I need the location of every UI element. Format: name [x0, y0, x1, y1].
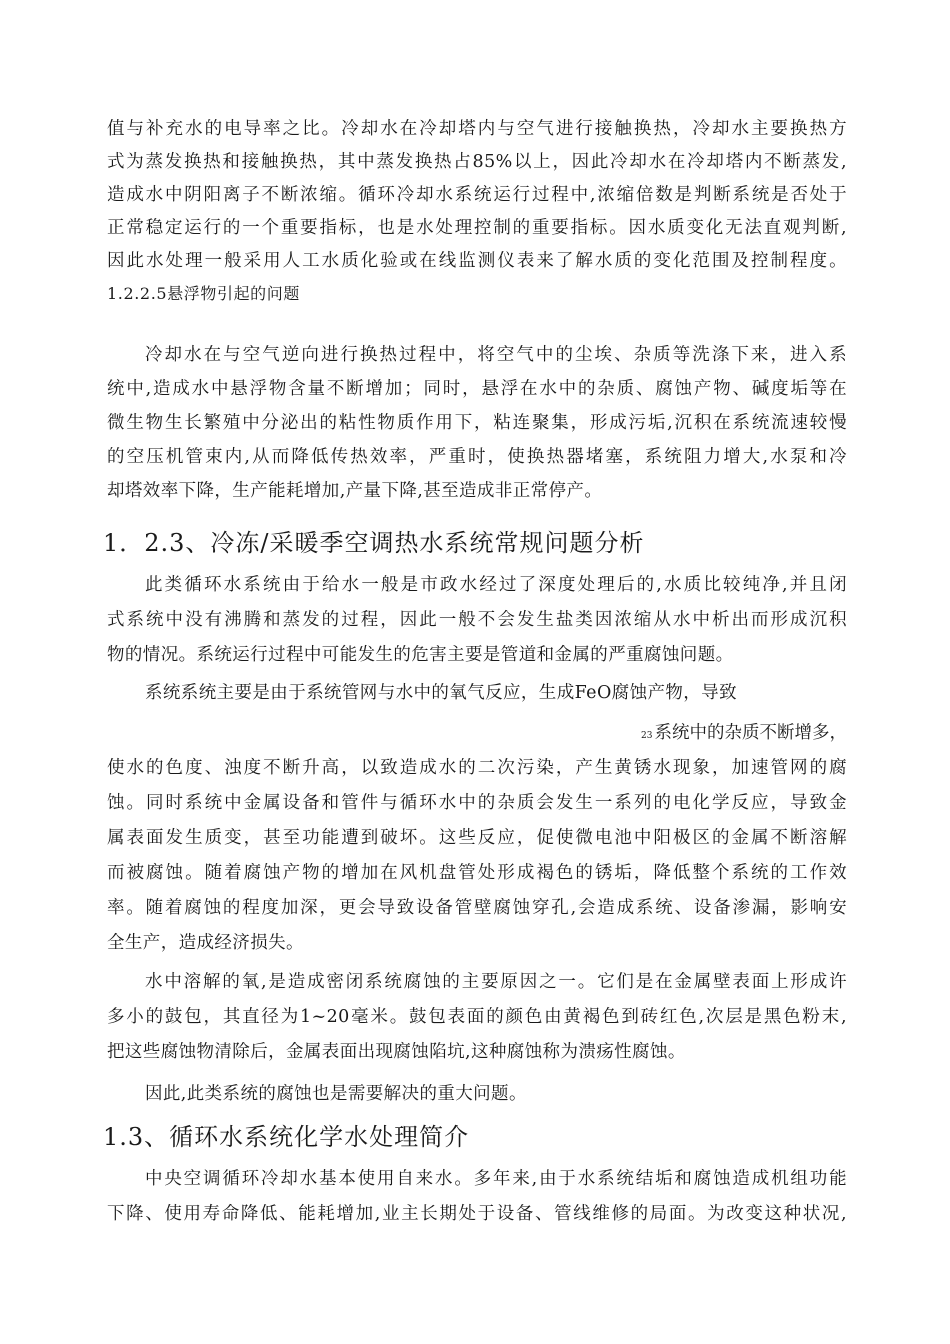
paragraph-1-line-4: 正常稳定运行的一个重要指标，也是水处理控制的重要指标。因水质变化无法直观判断, [107, 218, 847, 238]
section-heading-13: 1.3、循环水系统化学水处理简介 [103, 1123, 470, 1151]
section-heading-123: 1．2.3、冷冻/采暖季空调热水系统常规问题分析 [103, 529, 645, 557]
paragraph-3-line-3: 物的情况。系统运行过程中可能发生的危害主要是管道和金属的严重腐蚀问题。 [107, 645, 734, 665]
paragraph-4-line-4: 蚀。同时系统中金属设备和管件与循环水中的杂质会发生一系列的电化学反应，导致金 [107, 793, 847, 813]
paragraph-4-footnote-line [618, 721, 847, 748]
paragraph-1-line-3: 造成水中阴阳离子不断浓缩。循环冷却水系统运行过程中,浓缩倍数是判断系统是否处于 [107, 185, 847, 205]
paragraph-4-line-1: 系统系统主要是由于系统管网与水中的氧气反应，生成FeO腐蚀产物，导致 [145, 683, 737, 703]
paragraph-2-line-5: 却塔效率下降，生产能耗增加,产量下降,甚至造成非正常停产。 [107, 481, 603, 501]
paragraph-1-line-5: 因此水处理一般采用人工水质化验或在线监测仪表来了解水质的变化范围及控制程度。 [107, 251, 847, 271]
paragraph-2-line-3: 微生物生长繁殖中分泌出的粘性物质作用下，粘连聚集，形成污垢,沉积在系统流速较慢 [107, 413, 847, 433]
paragraph-4-line-3: 使水的色度、浊度不断升高，以致造成水的二次污染，产生黄锈水现象，加速管网的腐 [107, 758, 847, 778]
paragraph-7-line-1: 中央空调循环冷却水基本使用自来水。多年来,由于水系统结垢和腐蚀造成机组功能 [145, 1169, 847, 1189]
paragraph-1-line-2: 式为蒸发换热和接触换热，其中蒸发换热占85%以上，因此冷却水在冷却塔内不断蒸发, [107, 152, 847, 172]
paragraph-2-line-2: 统中,造成水中悬浮物含量不断增加；同时，悬浮在水中的杂质、腐蚀产物、碱度垢等在 [107, 379, 847, 399]
paragraph-3-line-1: 此类循环水系统由于给水一般是市政水经过了深度处理后的,水质比较纯净,并且闭 [145, 575, 847, 595]
paragraph-6-line-1: 因此,此类系统的腐蚀也是需要解决的重大问题。 [145, 1084, 527, 1104]
subheading-1225: 1.2.2.5悬浮物引起的问题 [107, 284, 300, 303]
paragraph-4-line-2: 系统中的杂质不断增多， [654, 723, 847, 743]
paragraph-4-line-8: 全生产，造成经济损失。 [107, 933, 304, 953]
paragraph-5-line-3: 把这些腐蚀物清除后，金属表面出现腐蚀陷坑,这种腐蚀称为溃疡性腐蚀。 [107, 1042, 686, 1062]
paragraph-4-line-6: 而被腐蚀。随着腐蚀产物的增加在风机盘管处形成褐色的锈垢，降低整个系统的工作效 [107, 863, 847, 883]
paragraph-2-line-4: 的空压机管束内,从而降低传热效率，严重时，使换热器堵塞，系统阻力增大,水泵和冷 [107, 447, 847, 467]
paragraph-5-line-2: 多小的鼓包，其直径为1~20毫米。鼓包表面的颜色由黄褐色到砖红色,次层是黑色粉末, [107, 1007, 847, 1027]
paragraph-3-line-2: 式系统中没有沸腾和蒸发的过程，因此一般不会发生盐类因浓缩从水中析出而形成沉积 [107, 610, 847, 630]
footnote-mark: 23 [641, 731, 653, 741]
paragraph-7-line-2: 下降、使用寿命降低、能耗增加,业主长期处于设备、管线维修的局面。为改变这种状况, [107, 1204, 847, 1224]
paragraph-4-line-7: 率。随着腐蚀的程度加深，更会导致设备管壁腐蚀穿孔,会造成系统、设备渗漏，影响安 [107, 898, 847, 918]
paragraph-4-line-5: 属表面发生质变，甚至功能遭到破坏。这些反应，促使微电池中阳极区的金属不断溶解 [107, 828, 847, 848]
paragraph-1-line-1: 值与补充水的电导率之比。冷却水在冷却塔内与空气进行接触换热，冷却水主要换热方 [107, 119, 847, 139]
paragraph-2-line-1: 冷却水在与空气逆向进行换热过程中，将空气中的尘埃、杂质等洗涤下来，进入系 [145, 345, 847, 365]
paragraph-5-line-1: 水中溶解的氧,是造成密闭系统腐蚀的主要原因之一。它们是在金属壁表面上形成许 [145, 972, 847, 992]
